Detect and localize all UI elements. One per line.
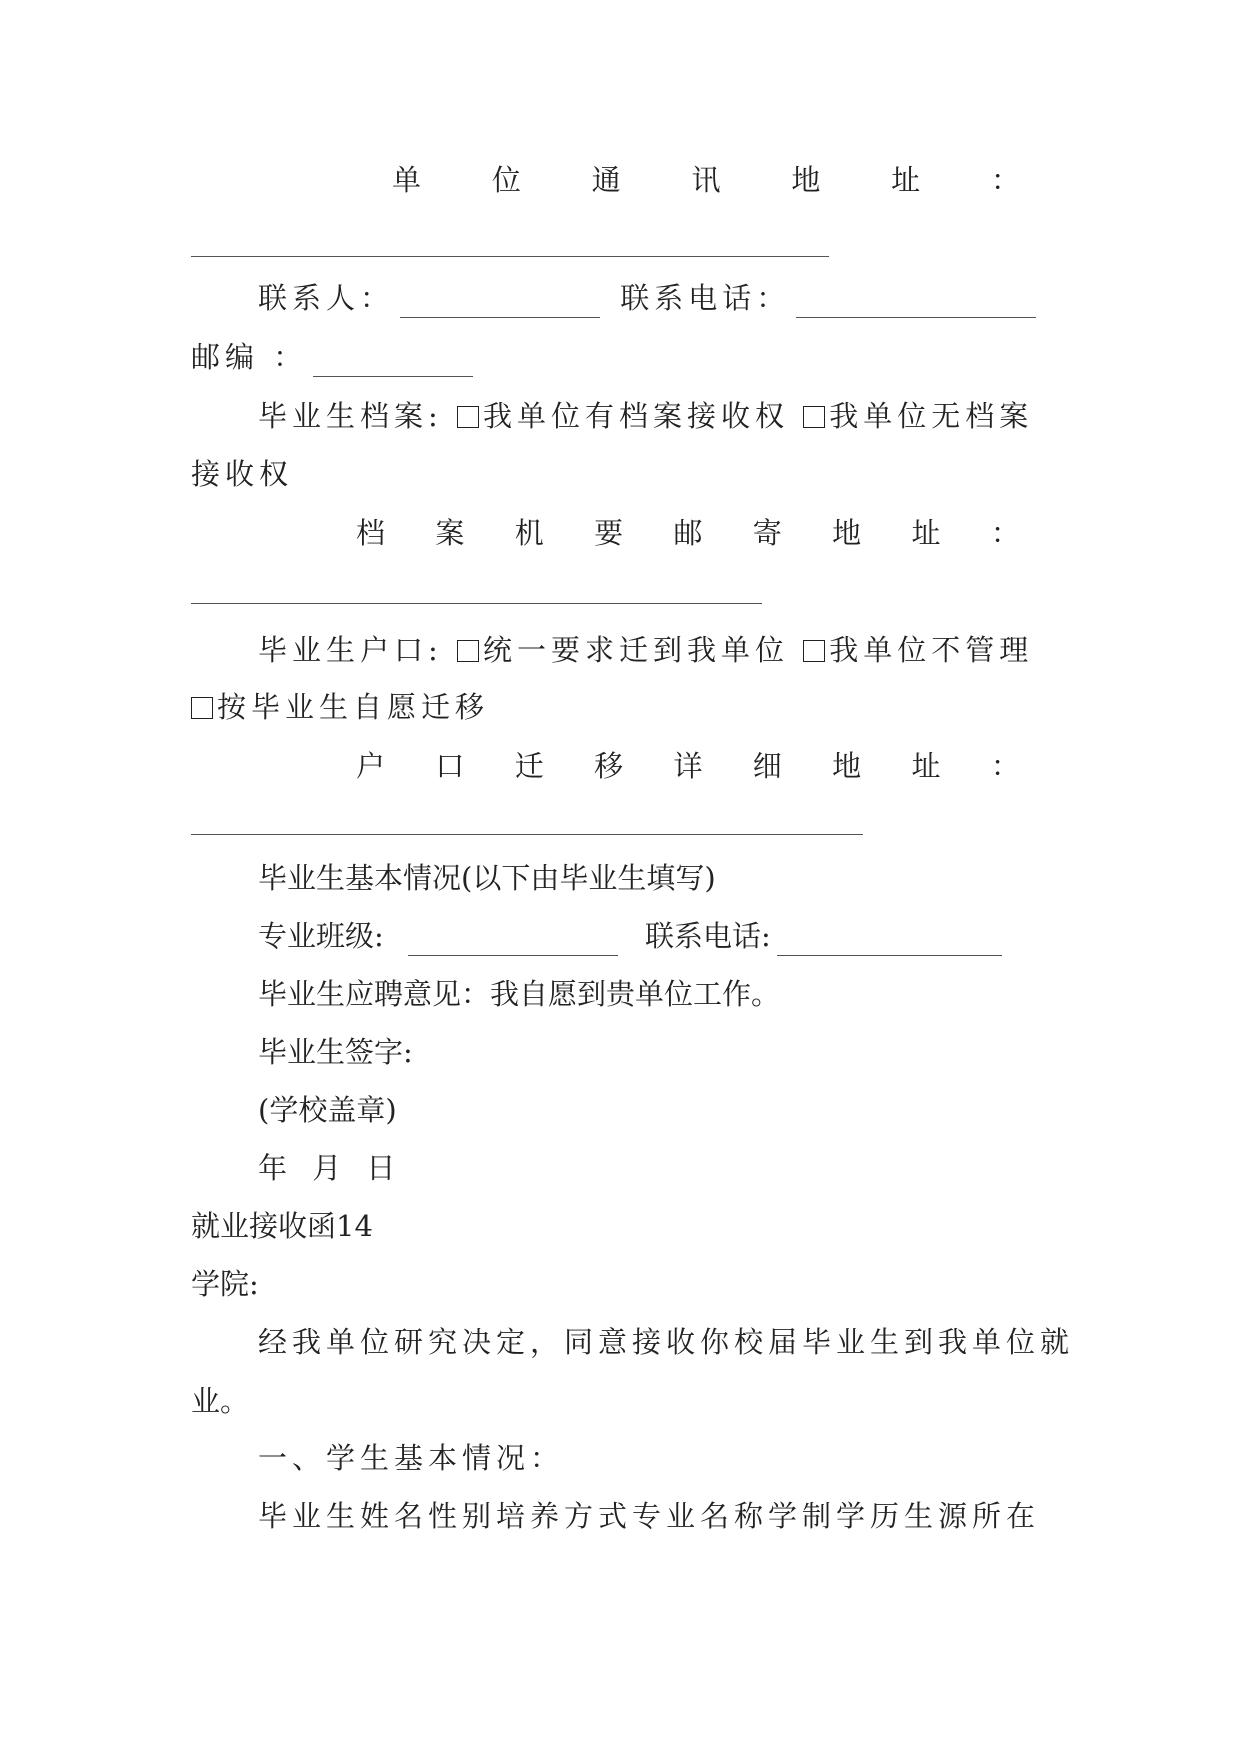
school-seal: (学校盖章) — [258, 1093, 397, 1127]
contact-blank[interactable] — [400, 287, 600, 318]
archive-option-has-right: 我单位有档案接收权 — [483, 399, 790, 433]
checkbox-icon[interactable] — [803, 406, 825, 428]
archive-line-continuation: 接收权 — [191, 457, 294, 491]
checkbox-icon[interactable] — [191, 697, 213, 719]
contact-phone-blank[interactable] — [796, 287, 1036, 318]
grad-phone-label: 联系电话: — [645, 919, 771, 953]
table-header-line: 毕业生姓名性别培养方式专业名称学制学历生源所在 — [258, 1499, 1041, 1533]
postcode-blank[interactable] — [313, 346, 473, 377]
archive-address-blank[interactable] — [191, 603, 762, 604]
hukou-label: 毕业生户口: — [258, 633, 443, 667]
contact-line — [258, 278, 1042, 318]
graduate-signature: 毕业生签字: — [258, 1035, 413, 1069]
letter-title: 就业接收函14 — [191, 1209, 373, 1243]
college-label: 学院: — [191, 1267, 259, 1301]
body-paragraph-line-1: 经我单位研究决定，同意接收你校届毕业生到我单位就 — [258, 1325, 1075, 1359]
hukou-option-no-manage: 我单位不管理 — [829, 633, 1034, 667]
grad-phone-blank[interactable] — [777, 925, 1002, 956]
checkbox-icon[interactable] — [457, 640, 479, 662]
hukou-address-blank[interactable] — [191, 834, 863, 835]
hukou-option-move: 统一要求迁到我单位 — [483, 633, 790, 667]
archive-line — [258, 396, 1033, 436]
hukou-line-continuation — [191, 687, 489, 727]
hukou-line — [258, 630, 1033, 670]
contact-label: 联系人： — [258, 281, 395, 315]
major-class-line — [258, 916, 1008, 956]
checkbox-icon[interactable] — [803, 640, 825, 662]
unit-address-blank[interactable] — [191, 256, 829, 257]
body-paragraph-line-2: 业。 — [191, 1384, 250, 1418]
archive-label: 毕业生档案: — [258, 399, 443, 433]
major-class-blank[interactable] — [408, 925, 618, 956]
section-heading: 一、学生基本情况： — [258, 1441, 565, 1475]
graduate-info-title: 毕业生基本情况(以下由毕业生填写) — [258, 861, 716, 895]
archive-address-label: 档 案 机 要 邮 寄 地 址 ： — [356, 516, 1020, 550]
postcode-label: 邮编 ： — [191, 340, 308, 374]
archive-option-no-right: 我单位无档案 — [829, 399, 1034, 433]
unit-address-label: 单 位 通 讯 地 址 ： — [392, 163, 1020, 197]
hukou-option-voluntary: 按毕业生自愿迁移 — [217, 690, 490, 724]
date-line: 年 月 日 — [258, 1151, 404, 1185]
checkbox-icon[interactable] — [457, 406, 479, 428]
applicant-opinion: 毕业生应聘意见：我自愿到贵单位工作。 — [258, 977, 781, 1011]
postcode-line — [191, 337, 479, 377]
hukou-address-label: 户 口 迁 移 详 细 地 址 ： — [356, 749, 1020, 783]
contact-phone-label: 联系电话： — [620, 281, 791, 315]
major-class-label: 专业班级: — [258, 919, 384, 953]
